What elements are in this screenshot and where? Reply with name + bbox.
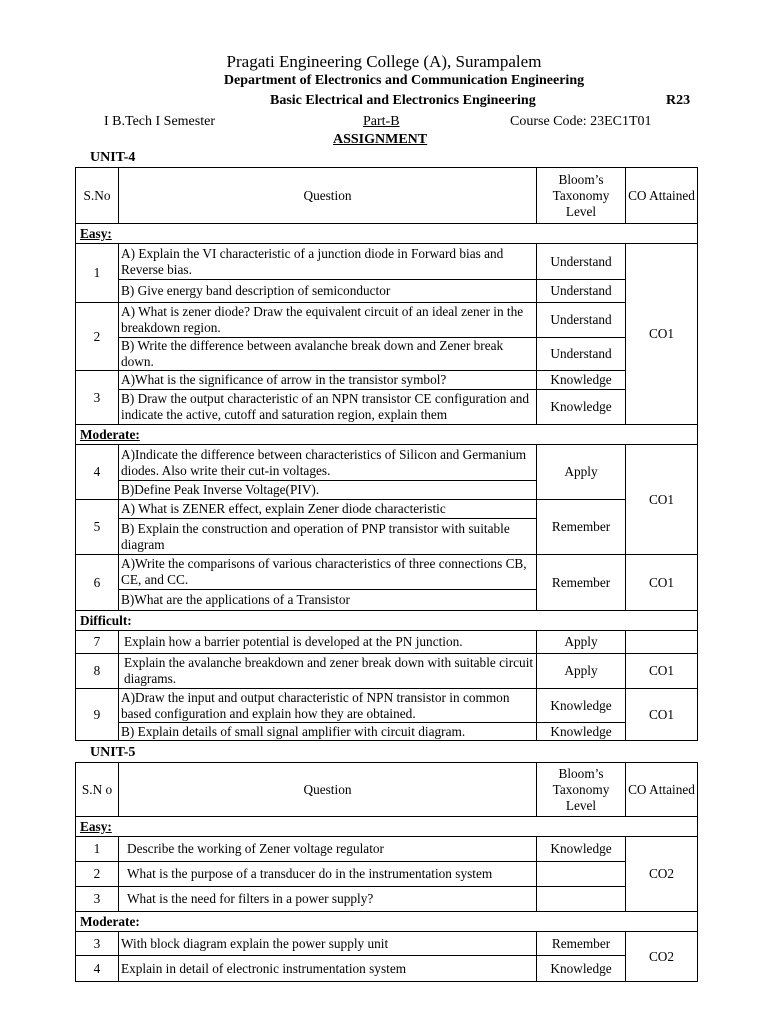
- table-header: [76, 763, 698, 817]
- table-row: 1 Describe the working of Zener voltage regulator Knowledge CO2: [76, 837, 698, 862]
- table-row: 5 A) What is ZENER effect, explain Zener diode characteristic Remember: [76, 500, 698, 519]
- table-row: 2 A) What is zener diode? Draw the equivalent circuit of an ideal zener in the breakdown region. Understand: [76, 303, 698, 338]
- part-label: Part-B: [363, 114, 400, 129]
- table-row: 3 With block diagram explain the power supply unit Remember CO2: [76, 932, 698, 956]
- table-row: B) Write the difference between avalanche break down and Zener break down. Understand: [76, 338, 698, 371]
- section-easy: Easy:: [76, 224, 698, 244]
- table-row: B) Explain the construction and operation of PNP transistor with suitable diagram: [76, 519, 698, 555]
- section-difficult: Difficult:: [76, 611, 698, 631]
- unit5-label: UNIT-5: [90, 745, 136, 760]
- table-row: 3 What is the need for filters in a power supply?: [76, 887, 698, 912]
- table-row: B) Draw the output characteristic of an NPN transistor CE configuration and indicate the active, cutoff and saturation region, explain them Knowledge: [76, 390, 698, 425]
- course-code: Course Code: 23EC1T01: [510, 114, 652, 129]
- regulation: R23: [666, 93, 691, 108]
- table-header: [76, 168, 698, 224]
- col-question: Question: [119, 763, 537, 817]
- section-moderate: Moderate:: [76, 425, 698, 445]
- college-name: Pragati Engineering College (A), Surampalem: [226, 52, 542, 71]
- assignment-title: ASSIGNMENT: [333, 132, 428, 147]
- unit4-label: UNIT-4: [90, 150, 136, 165]
- col-question: Question: [119, 168, 537, 224]
- subject-name: Basic Electrical and Electronics Engineering: [270, 93, 536, 108]
- col-blooms: Bloom’s Taxonomy Level: [537, 168, 626, 224]
- col-sno: S.No: [76, 168, 119, 224]
- col-co: CO Attained: [626, 763, 698, 817]
- table-row: B)What are the applications of a Transistor: [76, 590, 698, 611]
- co-cell: CO1: [626, 445, 698, 555]
- table-row: B) Give energy band description of semiconductor Understand: [76, 280, 698, 303]
- section-moderate: Moderate:: [76, 912, 698, 932]
- semester: I B.Tech I Semester: [104, 114, 215, 129]
- table-row: 2 What is the purpose of a transducer do in the instrumentation system: [76, 862, 698, 887]
- table-row: 1 A) Explain the VI characteristic of a junction diode in Forward bias and Reverse bias. Understand CO1: [76, 244, 698, 280]
- unit4-table: [75, 167, 698, 741]
- table-row: 4 Explain in detail of electronic instrumentation system Knowledge: [76, 956, 698, 982]
- co-cell: CO1: [626, 244, 698, 425]
- table-row: 6 A)Write the comparisons of various characteristics of three connections CB, CE, and CC. Remember CO1: [76, 555, 698, 590]
- table-row: 8 Explain the avalanche breakdown and zener break down with suitable circuit diagrams. Apply CO1: [76, 654, 698, 689]
- table-row: B)Define Peak Inverse Voltage(PIV).: [76, 481, 698, 500]
- col-sno: S.N o: [76, 763, 119, 817]
- co-cell: CO2: [626, 932, 698, 982]
- co-cell: CO1: [626, 555, 698, 611]
- co-cell: CO1: [626, 654, 698, 689]
- table-row: 7 Explain how a barrier potential is developed at the PN junction. Apply: [76, 631, 698, 654]
- section-easy: Easy:: [76, 817, 698, 837]
- unit5-table: [75, 762, 698, 982]
- table-row: 4 A)Indicate the difference between characteristics of Silicon and Germanium diodes. Also write their cut-in voltages. Apply CO1: [76, 445, 698, 481]
- table-row: 9 A)Draw the input and output characteristic of NPN transistor in common based configuration and explain how they are obtained. Knowledge CO1: [76, 689, 698, 723]
- col-co: CO Attained: [626, 168, 698, 224]
- department-name: Department of Electronics and Communication Engineering: [223, 73, 585, 88]
- col-blooms: Bloom’s Taxonomy Level: [537, 763, 626, 817]
- table-row: B) Explain details of small signal amplifier with circuit diagram. Knowledge: [76, 723, 698, 741]
- co-cell: CO2: [626, 837, 698, 912]
- co-cell: CO1: [626, 689, 698, 741]
- table-row: 3 A)What is the significance of arrow in the transistor symbol? Knowledge: [76, 371, 698, 390]
